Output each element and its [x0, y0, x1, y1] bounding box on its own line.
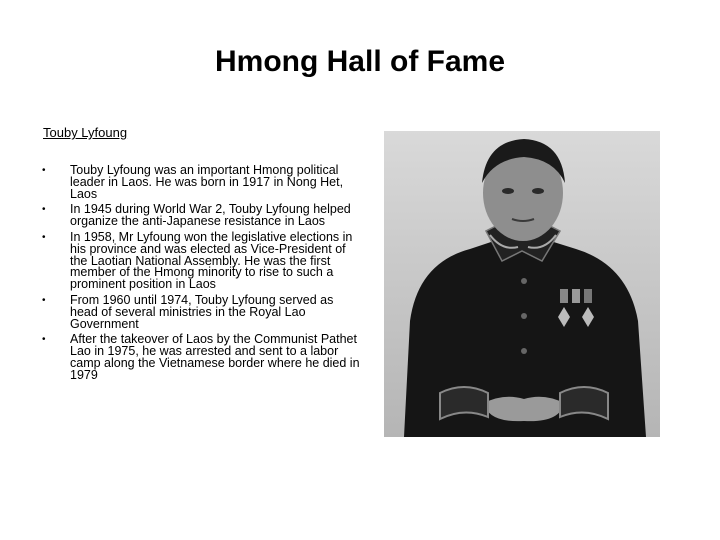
slide-title: Hmong Hall of Fame — [214, 45, 506, 78]
bullet-text: Touby Lyfoung was an important Hmong political leader in Laos. He was born in 1917 in Nong Het, Laos — [70, 163, 344, 201]
portrait-illustration — [384, 131, 660, 437]
slide-subtitle: Touby Lyfoung — [43, 125, 128, 140]
bullet-dot-icon: • — [42, 165, 46, 176]
bullet-dot-icon: • — [42, 204, 46, 216]
bullet-text: From 1960 until 1974, Touby Lyfoung served as head of several ministries in the Royal Lao Government — [70, 292, 334, 331]
bullet-text: After the takeover of Laos by the Communist Pathet Lao in 1975, he was arrested and sent to a labor camp along the Vietnamese border where he died in 1979 — [70, 332, 360, 382]
portrait-eye-right — [532, 188, 544, 194]
bullet-dot-icon: • — [42, 334, 46, 346]
bullet-item — [42, 292, 362, 331]
bullet-item — [42, 204, 362, 228]
bullet-text: In 1945 during World War 2, Touby Lyfoung helped organize the anti-Japanese resistance in Laos — [70, 202, 351, 229]
bullet-list — [42, 165, 362, 386]
bullet-item — [42, 165, 362, 200]
bullet-text: In 1958, Mr Lyfoung won the legislative elections in his province and was elected as Vice-President of the Laotian National Assembly. He was the first member of the Hmong minority to rise to such a prominent position in Laos — [70, 229, 353, 292]
portrait-photo — [384, 131, 660, 437]
bullet-dot-icon: • — [42, 231, 46, 243]
portrait-eye-left — [502, 188, 514, 194]
bullet-dot-icon: • — [42, 294, 46, 306]
bullet-item — [42, 229, 362, 292]
bullet-item — [42, 334, 362, 381]
